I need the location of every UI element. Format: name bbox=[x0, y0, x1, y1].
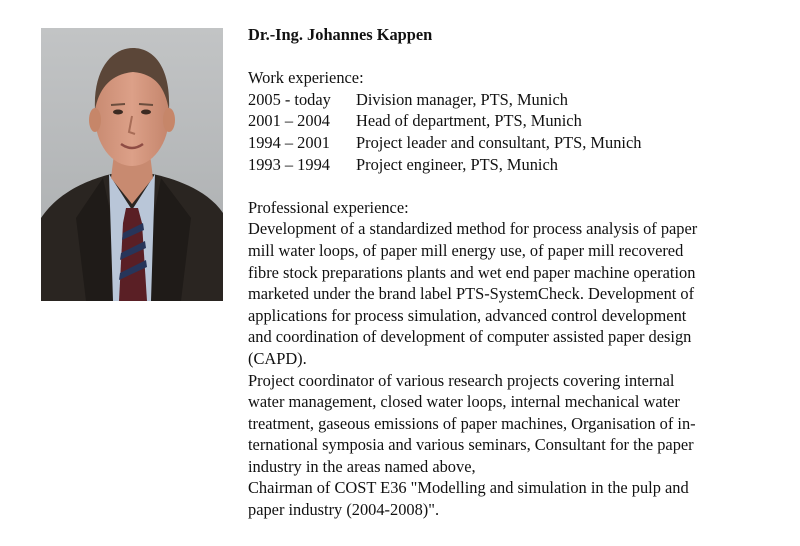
professional-paragraph-coordination bbox=[248, 370, 788, 478]
spacer bbox=[248, 46, 788, 68]
work-role: Division manager, PTS, Munich bbox=[356, 89, 568, 109]
text-line: Project coordinator of various research projects covering internal bbox=[248, 370, 675, 390]
person-name: Dr.-Ing. Johannes Kappen bbox=[248, 25, 433, 44]
portrait-photo-icon bbox=[41, 28, 223, 301]
work-role: Project leader and consultant, PTS, Munich bbox=[356, 132, 642, 152]
text-line: Chairman of COST E36 "Modelling and simulation in the pulp and bbox=[248, 478, 689, 498]
work-period: 2001 – 2004 bbox=[248, 111, 330, 131]
work-experience-heading: Work experience: bbox=[248, 68, 364, 88]
professional-paragraph-chairman bbox=[248, 477, 788, 520]
spacer bbox=[248, 175, 788, 197]
text-line: fibre stock preparations plants and wet end paper machine operation bbox=[248, 262, 696, 282]
text-line: Development of a standardized method for process analysis of paper bbox=[248, 219, 698, 239]
work-experience-item bbox=[248, 110, 788, 132]
work-period: 2005 - today bbox=[248, 89, 331, 109]
text-line: treatment, gaseous emissions of paper machines, Organisation of in- bbox=[248, 413, 696, 433]
text-line: applications for process simulation, advanced control development bbox=[248, 305, 687, 325]
text-line: mill water loops, of paper mill energy use, of paper mill recovered bbox=[248, 240, 684, 260]
work-period: 1993 – 1994 bbox=[248, 154, 330, 174]
work-role: Head of department, PTS, Munich bbox=[356, 111, 582, 131]
text-line: ternational symposia and various seminars, Consultant for the paper bbox=[248, 435, 694, 455]
work-experience-item bbox=[248, 89, 788, 111]
text-line: marketed under the brand label PTS-SystemCheck. Development of bbox=[248, 284, 695, 304]
professional-experience-heading: Professional experience: bbox=[248, 197, 409, 217]
text-line: water management, closed water loops, internal mechanical water bbox=[248, 392, 680, 412]
text-line: (CAPD). bbox=[248, 348, 307, 368]
portrait-photo bbox=[41, 28, 223, 301]
cv-content bbox=[248, 24, 788, 521]
work-role: Project engineer, PTS, Munich bbox=[356, 154, 558, 174]
text-line: paper industry (2004-2008)". bbox=[248, 500, 440, 520]
text-line: industry in the areas named above, bbox=[248, 456, 476, 476]
work-experience-item bbox=[248, 132, 788, 154]
work-period: 1994 – 2001 bbox=[248, 132, 330, 152]
professional-paragraph-development bbox=[248, 218, 788, 369]
work-experience-list bbox=[248, 89, 788, 175]
work-experience-item bbox=[248, 154, 788, 176]
text-line: and coordination of development of computer assisted paper design bbox=[248, 327, 692, 347]
